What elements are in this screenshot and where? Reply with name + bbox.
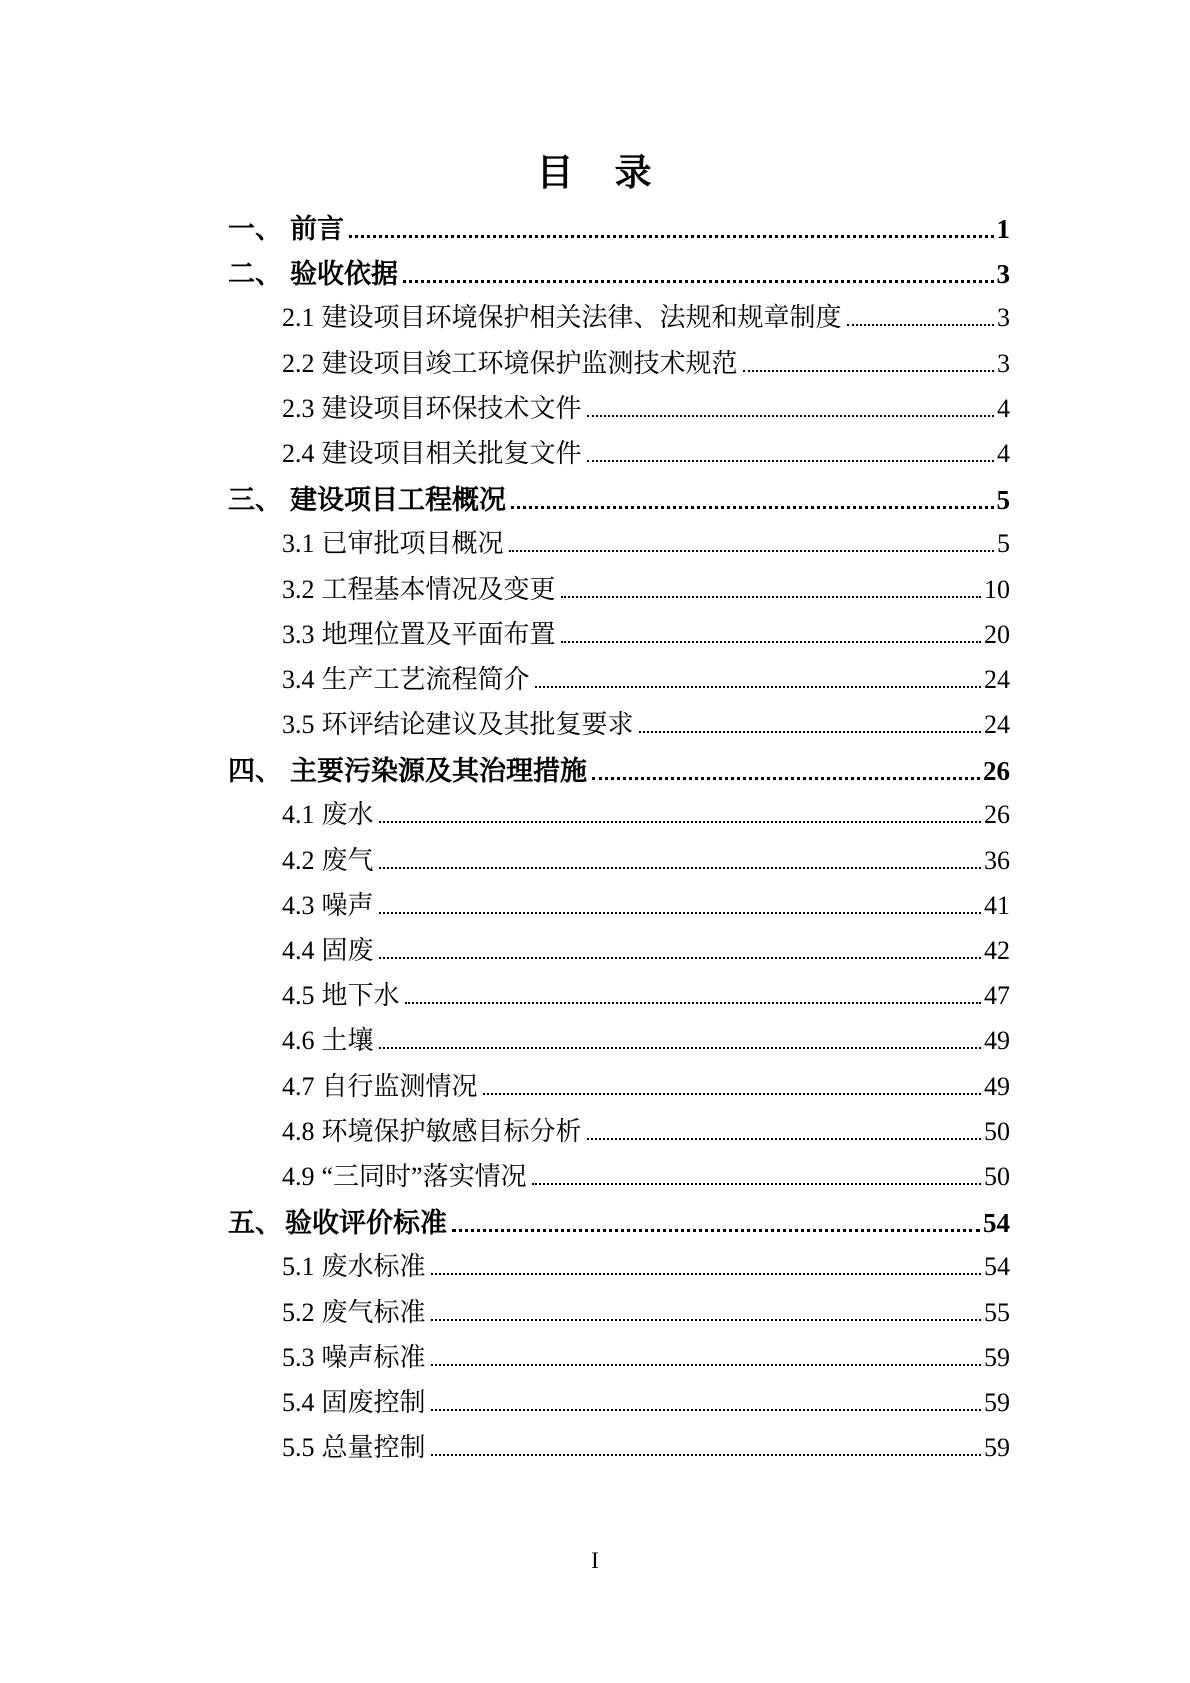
- toc-entry-page: 20: [984, 619, 1010, 649]
- toc-leader-dots: [349, 235, 994, 238]
- toc-entry-title: 已审批项目概况: [321, 529, 504, 559]
- toc-entry[interactable]: [228, 433, 1010, 478]
- toc-entry-title: 建设项目相关批复文件: [321, 438, 582, 468]
- toc-entry-title: 生产工艺流程简介: [321, 664, 530, 694]
- toc-leader-dots: [587, 415, 994, 417]
- toc-entry[interactable]: [228, 1066, 1010, 1111]
- toc-entry-number: 3.2: [282, 574, 315, 604]
- toc-entry-page: 59: [984, 1433, 1010, 1463]
- toc-entry-page: 50: [984, 1116, 1010, 1146]
- toc-entry-number: 3.1: [282, 529, 315, 559]
- toc-entry[interactable]: [228, 207, 1010, 252]
- toc-entry[interactable]: [228, 614, 1010, 659]
- toc-entry-number: 4.5: [282, 981, 315, 1011]
- toc-leader-dots: [431, 1364, 981, 1366]
- toc-leader-dots: [561, 596, 981, 598]
- toc-entry-number: 四、: [228, 756, 282, 787]
- toc-entry-title: 废水: [321, 800, 374, 830]
- toc-entry-page: 49: [984, 1071, 1010, 1101]
- toc-leader-dots: [403, 280, 994, 283]
- toc-entry-page: 41: [984, 890, 1010, 920]
- toc-entry-number: 2.2: [282, 348, 315, 378]
- toc-entry-number: 5.4: [282, 1387, 315, 1417]
- toc-entry-page: 59: [984, 1387, 1010, 1417]
- toc-entry[interactable]: [228, 749, 1010, 794]
- toc-entry-page: 54: [983, 1208, 1010, 1239]
- toc-entry-title: 建设项目工程概况: [290, 485, 506, 516]
- toc-leader-dots: [431, 1273, 981, 1275]
- toc-leader-dots: [592, 777, 980, 780]
- toc-leader-dots: [532, 1183, 981, 1185]
- toc-leader-dots: [379, 821, 981, 823]
- toc-entry-page: 4: [997, 438, 1010, 468]
- toc-entry-title: 土壤: [321, 1026, 374, 1056]
- toc-entry[interactable]: [228, 840, 1010, 885]
- toc-entry-number: 二、: [228, 259, 282, 290]
- toc-leader-dots: [483, 1093, 981, 1095]
- toc-leader-dots: [535, 686, 981, 688]
- toc-entry-number: 3.4: [282, 664, 315, 694]
- toc-entry-number: 4.2: [282, 845, 315, 875]
- toc-leader-dots: [639, 731, 981, 733]
- toc-entry-page: 59: [984, 1342, 1010, 1372]
- toc-entry-page: 3: [997, 348, 1010, 378]
- toc-entry-number: 五、: [228, 1208, 282, 1239]
- toc-entry-title: 固废: [321, 936, 374, 965]
- toc-entry-title: 建设项目竣工环境保护监测技术规范: [321, 348, 738, 378]
- toc-leader-dots: [431, 1409, 981, 1411]
- toc-entry[interactable]: [228, 704, 1010, 749]
- toc-leader-dots: [431, 1319, 981, 1321]
- toc-entry-page: 36: [984, 845, 1010, 875]
- toc-entry-number: 2.4: [282, 438, 315, 468]
- toc-entry-number: 5.1: [282, 1252, 315, 1282]
- toc-entry-title: 建设项目环保技术文件: [321, 393, 582, 423]
- toc-entry[interactable]: [228, 885, 1010, 930]
- toc-entry-title: 自行监测情况: [321, 1071, 478, 1101]
- footer-page-number: I: [591, 1548, 599, 1573]
- toc-entry[interactable]: [228, 1292, 1010, 1337]
- toc-entry-page: 3: [996, 259, 1010, 290]
- toc-entry[interactable]: [228, 388, 1010, 433]
- toc-entry-number: 4.4: [282, 936, 315, 965]
- toc-entry-title: 废气: [321, 845, 374, 875]
- toc-leader-dots: [379, 912, 981, 914]
- toc-entry-number: 5.5: [282, 1433, 315, 1463]
- toc-entry[interactable]: [228, 1382, 1010, 1427]
- toc-entry-page: 54: [984, 1252, 1010, 1282]
- toc-entry-page: 4: [997, 393, 1010, 423]
- toc-entry-title: 主要污染源及其治理措施: [290, 756, 587, 787]
- toc-entry[interactable]: [228, 343, 1010, 388]
- toc-entry-title: 环境保护敏感目标分析: [321, 1116, 582, 1146]
- toc-entry-title: “三同时”落实情况: [321, 1161, 527, 1191]
- toc-entry[interactable]: [228, 1201, 1010, 1246]
- toc-entry[interactable]: [228, 523, 1010, 568]
- toc-entry-page: 1: [996, 214, 1010, 244]
- toc-entry-page: 55: [984, 1297, 1010, 1327]
- toc-entry-title: 环评结论建议及其批复要求: [321, 710, 634, 740]
- toc-entry-page: 47: [984, 981, 1010, 1011]
- toc-entry-page: 42: [984, 936, 1010, 965]
- toc-entry-number: 4.8: [282, 1116, 315, 1146]
- toc-leader-dots: [743, 370, 994, 372]
- toc-leader-dots: [379, 957, 981, 959]
- toc-entry-title: 固废控制: [321, 1387, 426, 1417]
- toc-entry-page: 50: [984, 1161, 1010, 1191]
- toc-entry-title: 验收评价标准: [285, 1208, 447, 1239]
- toc-entry[interactable]: [228, 1246, 1010, 1291]
- toc-entry[interactable]: [228, 1020, 1010, 1065]
- toc-entry[interactable]: [228, 794, 1010, 839]
- toc-entry-number: 三、: [228, 485, 282, 516]
- page-title: 目 录: [536, 153, 654, 194]
- toc-entry-number: 5.3: [282, 1342, 315, 1372]
- toc-entry-title: 建设项目环境保护相关法律、法规和规章制度: [321, 303, 842, 333]
- toc-entry-number: 5.2: [282, 1297, 315, 1327]
- toc-entry-title: 地下水: [321, 981, 400, 1011]
- toc-leader-dots: [587, 460, 994, 462]
- toc-entry-number: 4.3: [282, 890, 315, 920]
- toc-entry-number: 4.9: [282, 1161, 315, 1191]
- toc-entry-number: 一、: [228, 214, 282, 244]
- toc-entry[interactable]: [228, 975, 1010, 1020]
- toc-entry-title: 废水标准: [321, 1252, 426, 1282]
- toc-entry-title: 噪声: [321, 890, 374, 920]
- toc-entry-number: 4.6: [282, 1026, 315, 1056]
- toc-entry-title: 废气标准: [321, 1297, 426, 1327]
- toc-entry-title: 总量控制: [321, 1433, 426, 1463]
- toc-entry-page: 5: [997, 529, 1010, 559]
- toc-entry-number: 4.1: [282, 800, 315, 830]
- toc-entry[interactable]: [228, 478, 1010, 523]
- toc-leader-dots: [561, 641, 981, 643]
- toc-entry-page: 3: [997, 303, 1010, 333]
- toc-entry-number: 2.1: [282, 303, 315, 333]
- toc-entry[interactable]: [228, 1427, 1010, 1472]
- toc-entry-number: 2.3: [282, 393, 315, 423]
- toc-entry-number: 3.3: [282, 619, 315, 649]
- toc-leader-dots: [847, 324, 994, 326]
- toc-entry[interactable]: [228, 252, 1010, 297]
- toc-entry-title: 验收依据: [290, 259, 398, 290]
- toc-entry[interactable]: [228, 1156, 1010, 1201]
- toc-entry-page: 5: [996, 485, 1010, 516]
- toc-entry[interactable]: [228, 569, 1010, 614]
- toc-list: [228, 207, 1010, 1472]
- toc-leader-dots: [405, 1002, 981, 1004]
- toc-leader-dots: [511, 506, 994, 509]
- toc-entry-title: 工程基本情况及变更: [321, 574, 556, 604]
- toc-leader-dots: [431, 1454, 981, 1456]
- toc-entry[interactable]: [228, 930, 1010, 975]
- toc-entry-title: 前言: [290, 214, 344, 244]
- toc-entry-number: 4.7: [282, 1071, 315, 1101]
- toc-entry-title: 地理位置及平面布置: [321, 619, 556, 649]
- toc-leader-dots: [509, 550, 994, 552]
- toc-entry-page: 10: [984, 574, 1010, 604]
- toc-leader-dots: [452, 1229, 980, 1232]
- toc-entry[interactable]: [228, 1337, 1010, 1382]
- toc-entry-page: 24: [984, 710, 1010, 740]
- toc-entry-page: 26: [984, 800, 1010, 830]
- toc-entry-page: 24: [984, 664, 1010, 694]
- toc-entry-page: 26: [983, 756, 1010, 787]
- toc-leader-dots: [587, 1138, 981, 1140]
- toc-leader-dots: [379, 1047, 981, 1049]
- toc-entry[interactable]: [228, 297, 1010, 342]
- toc-entry[interactable]: [228, 659, 1010, 704]
- toc-entry-title: 噪声标准: [321, 1342, 426, 1372]
- toc-leader-dots: [379, 867, 981, 869]
- toc-entry-number: 3.5: [282, 710, 315, 740]
- toc-entry[interactable]: [228, 1111, 1010, 1156]
- toc-entry-page: 49: [984, 1026, 1010, 1056]
